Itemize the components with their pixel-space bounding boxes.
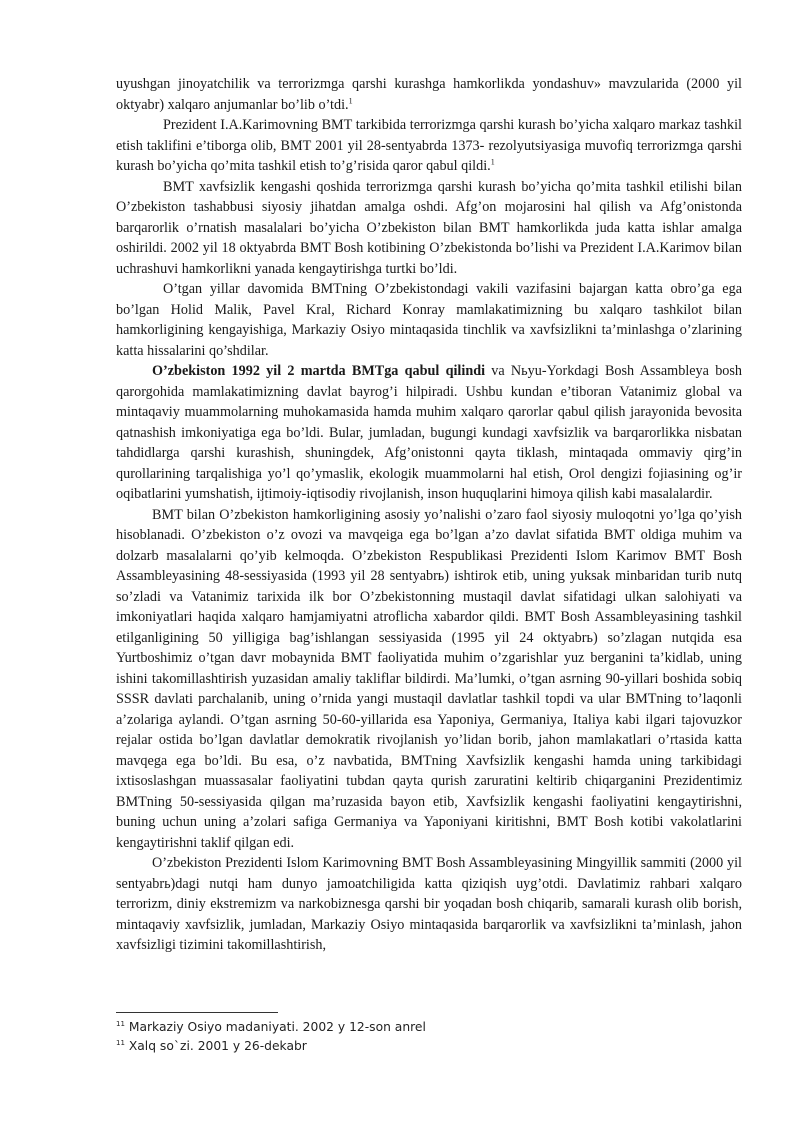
- paragraph-6: O’zbekiston Prezidenti Islom Karimovning BMT Bosh Assambleyasining Mingyillik sammiti (2000 yil sentyabrь)dagi nutqi ham dunyo jamoatchiligida katta qiziqish uyg’otdi. Davlatimiz rahbari xalqaro terrorizm, diniy ekstremizm va narkobiznesga qarshi bir yoqadan bosh chiqarib, samarali kurash olib borish, mintaqaviy xavfsizlik, jumladan, Markaziy Osiyo mintaqasida barqarorlik va xavfsizlikni ta’minlash, jahon xavfsizligi tizimini takomillashtirish,: [116, 855, 742, 953]
- paragraph-1: Prezident I.A.Karimovning BMT tarkibida terrorizmga qarshi kurash bo’yicha xalqaro markaz tashkil etish taklifini e’tiborga olib, BMT 2001 yil 28-sentyabrda 1373- rezolyutsiyasiga muvofiq terrorizmga qarshi kurash bo’yicha qo’mita tashkil etish to’g’risida qaror qabul qildi.$^1$: [116, 117, 742, 174]
- bold-phrase: O’zbekiston 1992 yil 2 martda BMTga qabul qilindi: [152, 363, 486, 379]
- paragraph-4: O’zbekiston 1992 yil 2 martda BMTga qabul qilindi va Nьyu-Yorkdagi Bosh Assambleya bosh qarorgohida mamlakatimizning davlat bayrog’i hilpiradi. Ushbu kundan e’tiboran Vatanimiz global va mintaqaviy muammolarning muhokamasida hamda muhim xalqaro qarorlar qabul qilish jarayonida bevosita qatnashish imkoniyatiga ega bo’ldi. Bular, jumladan, bugungi kundagi xavfsizlik va barqarorlikka nisbatan tahdidlarga qarshi kurashish, shuningdek, Afg’onistonni qayta tiklash, mintaqada ommaviy qirg’in qurollarining tarqalishiga yo’l qo’ymaslik, ekologik muammolarni hal etish, Orol dengizi fojiasining og’ir oqibatlarini yumshatish, ijtimoiy-iqtisodiy rivojlanish, inson huquqlarini himoya qilish kabi masalalardir.: [116, 363, 742, 502]
- footnote-2: $^{11}$ Xalq so`zi. 2001 y 26-dekabr: [116, 1038, 307, 1053]
- paragraph-3: O’tgan yillar davomida BMTning O’zbekistondagi vakili vazifasini bajargan katta obro’ga ega bo’lgan Holid Malik, Pavel Kral, Richard Konray mamlakatimizning bu xalqaro tashkilot bilan hamkorligining kengayishiga, Markaziy Osiyo mintaqasida tinchlik va xavfsizlikni ta’minlashga o’zlarining katta hissalarini qo’shdilar.: [116, 281, 742, 359]
- paragraph-5: BMT bilan O’zbekiston hamkorligining asosiy yo’nalishi o’zaro faol siyosiy muloqotni yo’lga qo’yish hisoblanadi. O’zbekiston o’z ovozi va mavqeiga ega bo’lgan a’zo davlat sifatida BMT oldiga muhim va dolzarb masalalarni qo’yib kelmoqda. O’zbekiston Respublikasi Prezidenti Islom Karimov BMT Bosh Assambleyasining 48-sessiyasida (1993 yil 28 sentyabrь) ishtirok etib, uning yuksak minbaridan turib nutq so’zladi va Vatanimiz tarixida ilk bor O’zbekistonning mustaqil davlat sifatidagi ulkan salohiyati va imkoniyatlari haqida xalqaro hamjamiyatni atroflicha xabardor qildi. BMT Bosh Assambleyasining tashkil etilganligining 50 yilligiga bag’ishlangan sessiyasida (1995 yil 24 oktyabrь) so’zlagan nutqida esa Yurtboshimiz o’tgan davr mobaynida BMT faoliyatida muhim o’zgarishlar yuz berganini ta’kidlab, uning ishini takomillashtirish yuzasidan amaliy takliflar bildirdi. Ma’lumki, o’tgan asrning 90-yillari boshida sobiq SSSR davlati parchalanib, uning o’rnida yangi mustaqil davlatlar tashkil topdi va ular BMTning to’laqonli a’zolariga aylandi. O’tgan asrning 50-60-yillarida esa Yaponiya, Germaniya, Italiya kabi ilgari tajovuzkor rejalar ostida bo’lgan davlatlar demokratik rivojlanish yo’lidan borib, jahon mamlakatlari o’rtasida katta mavqega ega bo’ldi. Bu esa, o’z navbatida, BMTning Xavfsizlik kengashi hamda uning tarkibidagi ixtisoslashgan muassasalar faoliyatini tubdan qayta qurish zaruratini keltirib chiqarganini Prezidentimiz BMTning 50-sessiyasida qilgan ma’ruzasida bayon etib, Xavfsizlik kengashi faoliyatini kengaytirishni, buning uchun uning a’zolari safiga Germaniya va Yaponiyani kiritishni, BMT Bosh kotibi vakolatlarini kengaytirishni taklif qilgan edi.: [116, 506, 742, 851]
- footnote-separator: [116, 1012, 278, 1013]
- document-body: [116, 74, 742, 956]
- footnote-1: $^{11}$ Markaziy Osiyo madaniyati. 2002 y 12-son anrel: [116, 1019, 426, 1034]
- paragraph-2: BMT xavfsizlik kengashi qoshida terrorizmga qarshi kurash bo’yicha qo’mita tashkil etilishi bilan O’zbekiston tashabbusi siyosiy jihatdan amalga oshdi. Afg’on mojarosini hal qilish va Afg’onistonda barqarorlik o’rnatish masalalari bo’yicha O’zbekiston bilan BMT hamkorlikda juda katta ishlar amalga oshirildi. 2002 yil 18 oktyabrda BMT Bosh kotibining O’zbekistonda bo’lishi va Prezident I.A.Karimov bilan uchrashuvi hamkorlikni yanada kengaytirishga turtki bo’ldi.: [116, 178, 742, 277]
- paragraph-0: uyushgan jinoyatchilik va terrorizmga qarshi kurashga hamkorlikda yondashuv» mavzularida (2000 yil oktyabr) xalqaro anjumanlar bo’lib o’tdi.$^1$: [116, 76, 742, 113]
- footnotes: [116, 1018, 742, 1056]
- footnote-ref: 1: [490, 157, 495, 167]
- footnote-ref: 1: [348, 95, 353, 105]
